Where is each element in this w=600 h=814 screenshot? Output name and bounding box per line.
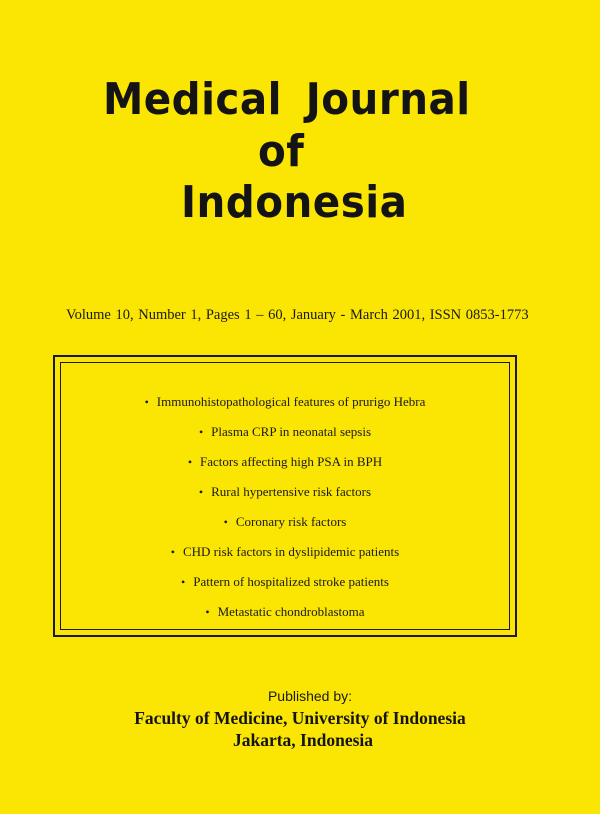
contents-item xyxy=(61,537,509,567)
journal-title-line-3: Indonesia xyxy=(181,177,408,228)
bullet-icon: • xyxy=(181,575,186,589)
bullet-icon: • xyxy=(170,545,175,559)
bullet-icon: • xyxy=(198,425,204,439)
journal-title-line-1: Medical Journal xyxy=(103,74,471,125)
contents-item xyxy=(61,567,509,597)
bullet-icon: • xyxy=(198,485,204,499)
contents-box xyxy=(53,355,517,637)
contents-item-title: Rural hypertensive risk factors xyxy=(211,484,372,499)
bullet-icon: • xyxy=(205,605,210,619)
contents-item-title: Coronary risk factors xyxy=(235,514,347,529)
issue-info: Volume 10, Number 1, Pages 1 – 60, January - March 2001, ISSN 0853-1773 xyxy=(66,307,529,323)
published-by-label: Published by: xyxy=(267,688,353,704)
contents-item-title: Plasma CRP in neonatal sepsis xyxy=(211,424,372,439)
contents-item xyxy=(61,447,509,477)
bullet-icon: • xyxy=(144,395,149,409)
contents-item-title: Immunohistopathological features of prurigo Hebra xyxy=(156,394,426,409)
contents-item xyxy=(61,477,509,507)
contents-item xyxy=(61,507,509,537)
bullet-icon: • xyxy=(187,455,193,469)
contents-box-inner-border xyxy=(60,362,510,630)
contents-item-title: Metastatic chondroblastoma xyxy=(217,604,365,619)
contents-item xyxy=(61,597,509,627)
contents-item-title: CHD risk factors in dyslipidemic patients xyxy=(182,544,400,559)
contents-list xyxy=(61,387,509,627)
bullet-icon: • xyxy=(223,515,228,529)
publisher-location: Jakarta, Indonesia xyxy=(232,730,374,750)
journal-title-line-2: of xyxy=(258,126,305,177)
contents-item-title: Pattern of hospitalized stroke patients xyxy=(193,574,389,589)
publisher-name: Faculty of Medicine, University of Indonesia xyxy=(134,708,466,728)
contents-item-title: Factors affecting high PSA in BPH xyxy=(200,454,383,469)
contents-item xyxy=(61,387,509,417)
contents-item xyxy=(61,417,509,447)
